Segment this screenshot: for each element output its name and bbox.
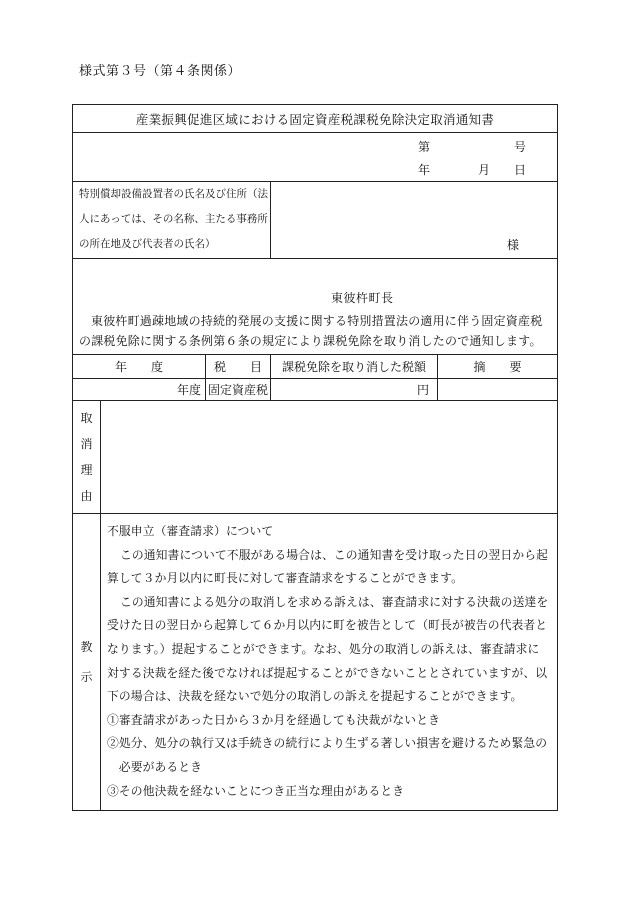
honorific-sama: 様 xyxy=(507,238,520,252)
reason-label-char: 消 xyxy=(80,437,93,451)
header-remarks: 摘 要 xyxy=(438,355,558,379)
remarks-cell xyxy=(438,379,558,401)
notice-form-table xyxy=(72,104,558,811)
reason-label-char: 取 xyxy=(80,411,93,425)
header-tax-item: 税 目 xyxy=(206,355,271,379)
kyoji-paragraph-2: この通知書による処分の取消しを求める訴えは、審査請求に対する決裁の送達を受けた日の翌日から起算して６か月以内に町を被告として（町長が被告の代表者となります。）提起することができます。なお、処分の取消しの訴えは、審査請求に対する決裁を経た後でなければ提起することができないこととされていますが、以下の場合は、決裁を経ないで処分の取消しの訴えを提起することができます。 xyxy=(107,594,549,704)
header-cancelled-amount: 課税免除を取り消した税額 xyxy=(271,355,438,379)
document-number-date-cell xyxy=(73,133,558,182)
kyoji-paragraph-1: この通知書について不服がある場合は、この通知書を受け取った日の翌日から起算して３か月以内に町長に対して審査請求をすることができます。 xyxy=(107,547,549,586)
kyoji-body xyxy=(101,514,558,811)
kyoji-item-2: ②処分、処分の執行又は手続きの続行により生ずる著しい損害を避けるため緊急の必要があるとき xyxy=(107,736,548,774)
kyoji-label-char: 教 xyxy=(80,640,93,654)
recipient-value xyxy=(271,182,558,259)
reason-label-char: 由 xyxy=(80,489,93,503)
kyoji-item-1: ①審査請求があった日から３か月を経過しても決裁がないとき xyxy=(107,712,440,727)
form-number: 様式第３号（第４条関係） xyxy=(79,64,242,79)
notice-body xyxy=(73,259,558,355)
recipient-label-line: 特別償却設備設置者の氏名及び住所（法 xyxy=(79,188,268,200)
amount-cell: 円 xyxy=(271,379,438,401)
kyoji-item-3: ③その他決裁を経ないことにつき正当な理由があるとき xyxy=(107,783,405,798)
doc-number-prefix: 第 xyxy=(418,140,431,154)
recipient-label xyxy=(73,182,271,259)
recipient-label-line: 人にあっては、その名称、主たる事務所 xyxy=(79,213,268,225)
issuer-name: 東彼杵町長 xyxy=(331,291,394,305)
header-fiscal-year: 年 度 xyxy=(73,355,206,379)
recipient-label-line: の所在地及び代表者の氏名） xyxy=(79,238,216,250)
date-day-label: 日 xyxy=(514,163,527,177)
fiscal-year-cell: 年度 xyxy=(73,379,206,401)
reason-label xyxy=(73,401,101,514)
reason-label-char: 理 xyxy=(80,463,93,477)
date-month-label: 月 xyxy=(478,163,491,177)
kyoji-heading: 不服申立（審査請求）について xyxy=(107,524,274,538)
reason-value xyxy=(101,401,558,514)
notice-text: 東彼杵町過疎地域の持続的発展の支援に関する特別措置法の適用に伴う固定資産税の課税免除に関する条例第６条の規定により課税免除を取り消したので通知します。 xyxy=(79,314,543,348)
kyoji-label-char: 示 xyxy=(80,670,93,684)
date-year-label: 年 xyxy=(418,163,431,177)
kyoji-label xyxy=(73,514,101,811)
doc-number-suffix: 号 xyxy=(514,140,527,154)
tax-item-cell: 固定資産税 xyxy=(206,379,271,401)
document-title: 産業振興促進区域における固定資産税課税免除決定取消通知書 xyxy=(73,105,558,133)
